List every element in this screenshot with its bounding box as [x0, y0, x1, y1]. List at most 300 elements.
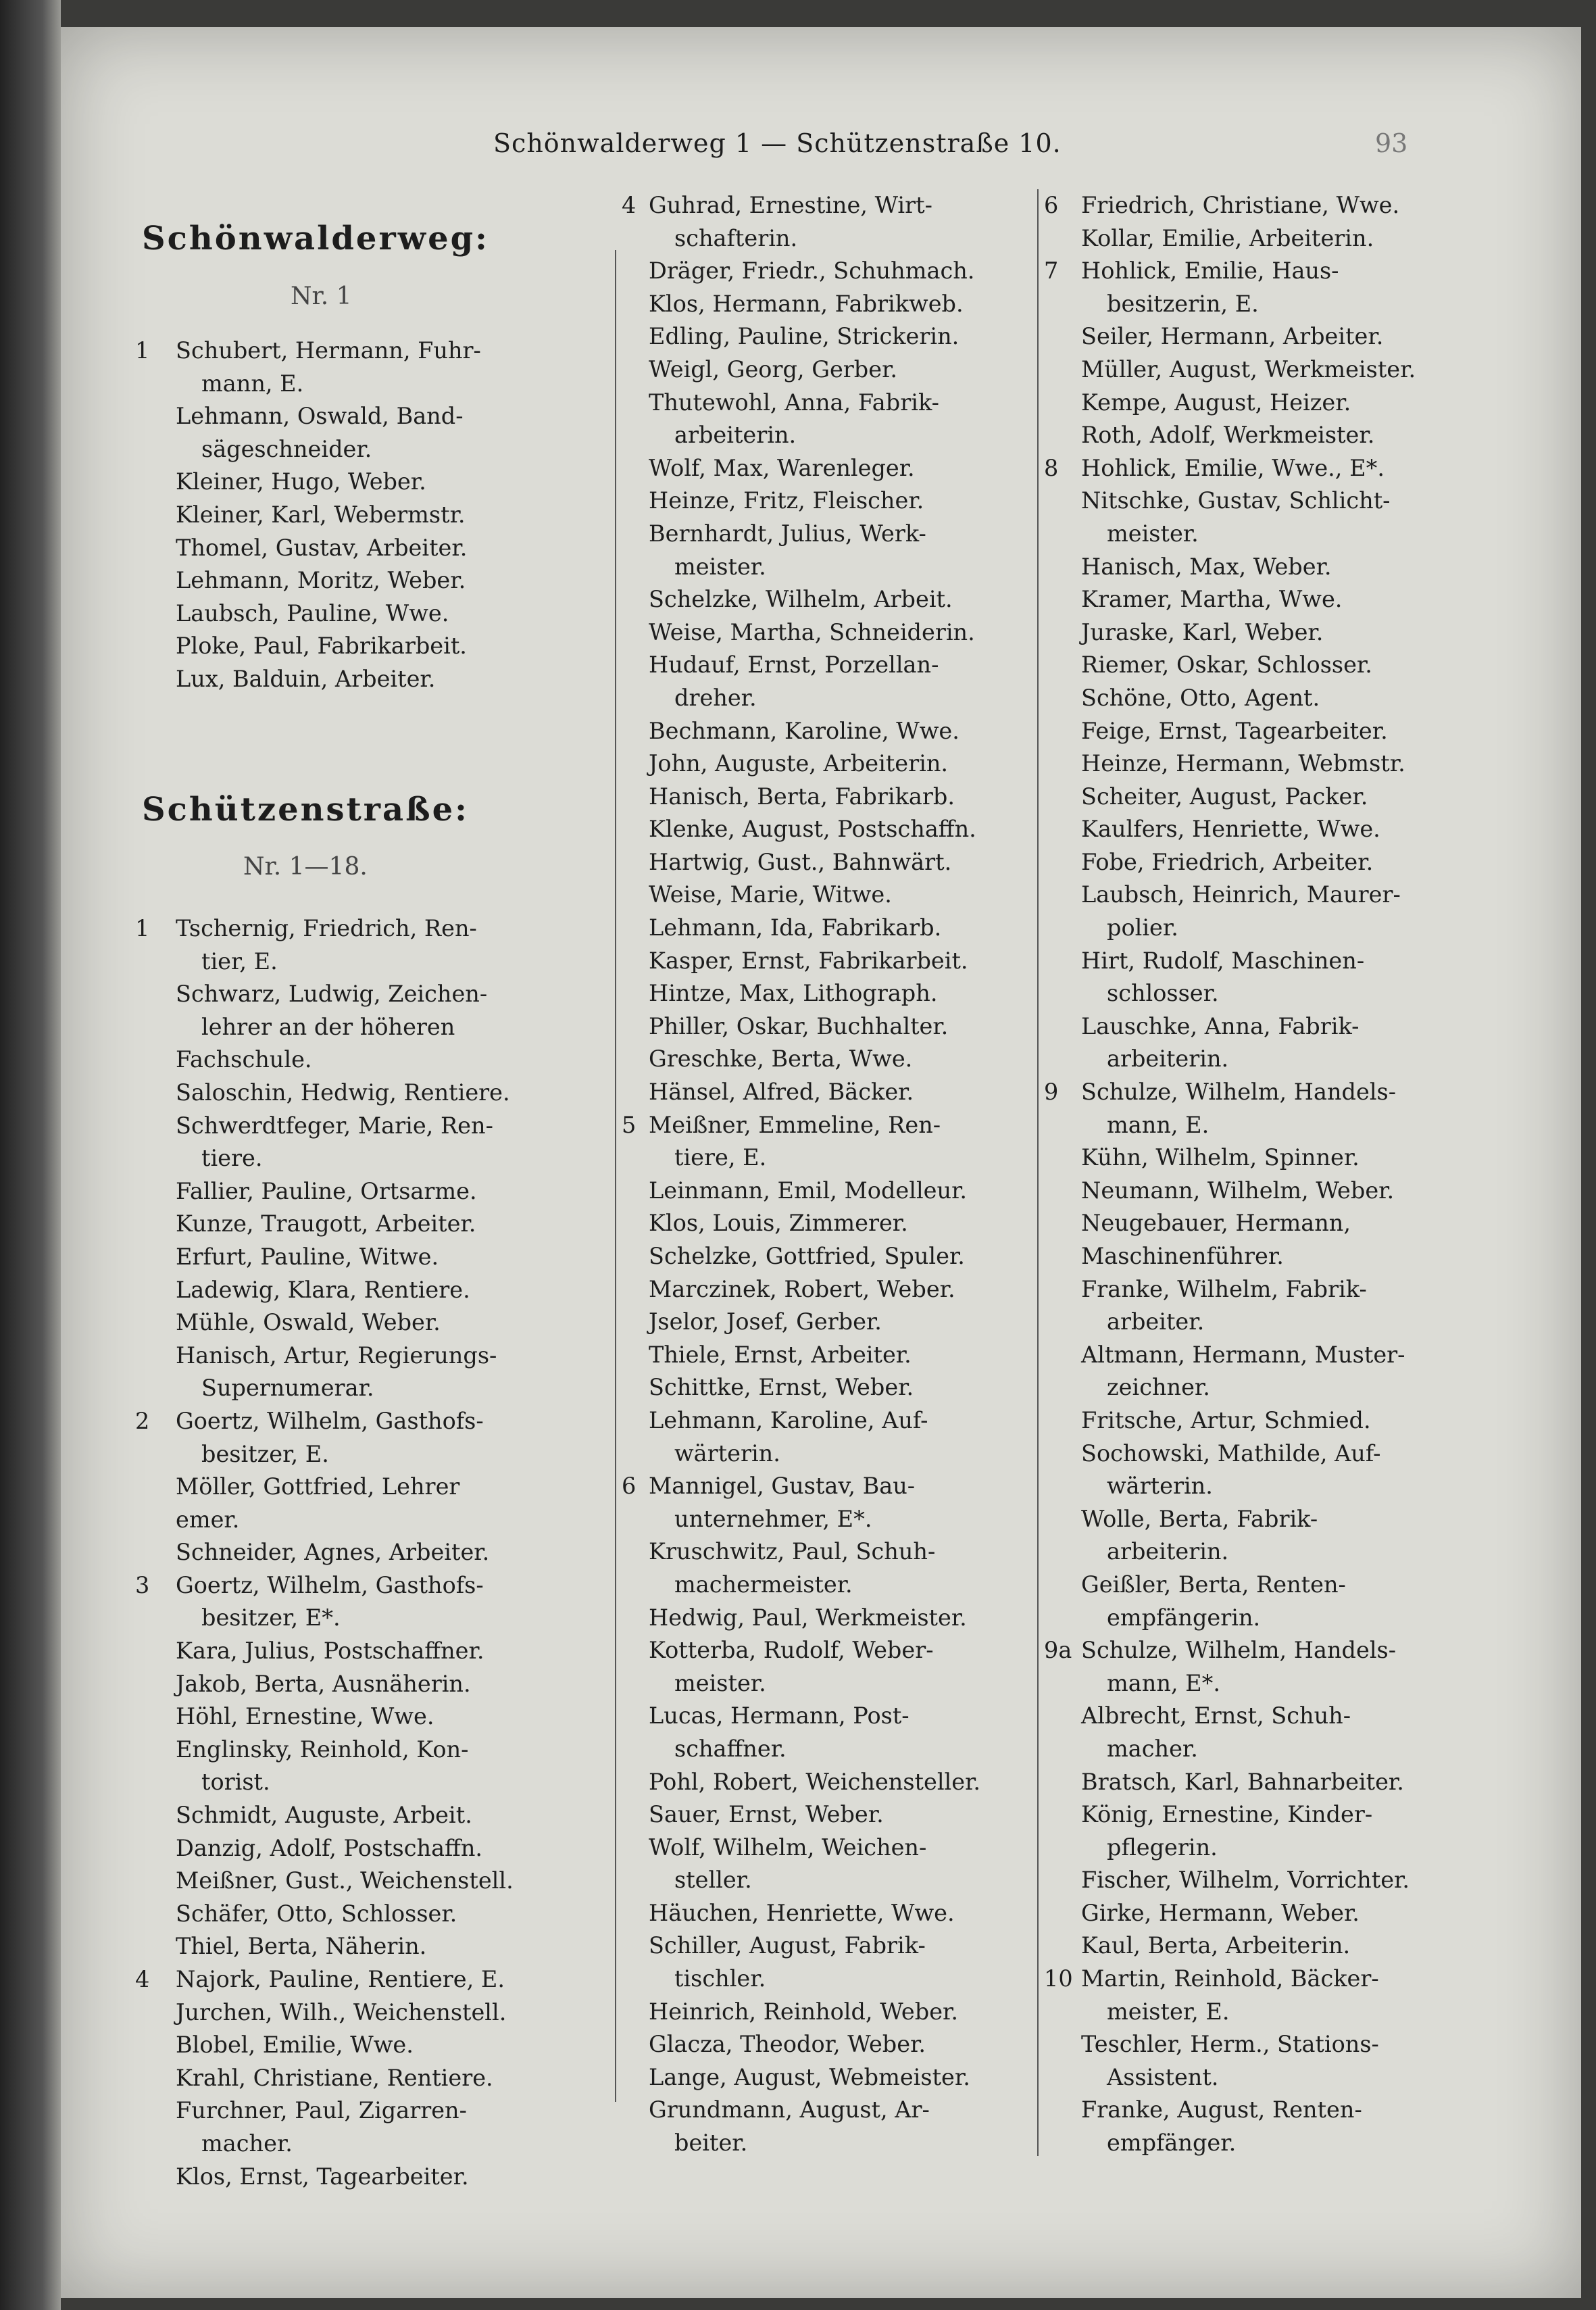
directory-page [61, 27, 1581, 2298]
house-number: 8 [1044, 454, 1059, 481]
directory-line [622, 846, 1034, 879]
resident-entry: Juraske, Karl, Weber. [1081, 618, 1324, 645]
directory-line [622, 1470, 1034, 1503]
directory-line [135, 1175, 608, 1208]
resident-entry: Geißler, Berta, Renten- [1081, 1571, 1346, 1598]
house-number: 4 [622, 192, 637, 218]
directory-line [622, 1240, 1034, 1273]
directory-line [135, 1208, 608, 1241]
resident-entry: Jakob, Berta, Ausnäherin. [176, 1670, 471, 1697]
resident-entry: Najork, Pauline, Rentiere, E. [176, 1966, 505, 1992]
resident-entry: Schiller, August, Fabrik- [649, 1932, 926, 1959]
resident-entry: Glacza, Theodor, Weber. [649, 2031, 926, 2058]
resident-entry: Ladewig, Klara, Rentiere. [176, 1276, 470, 1303]
resident-entry: Lucas, Hermann, Post- [649, 1702, 909, 1729]
resident-entry: torist. [201, 1769, 270, 1796]
resident-entry: Lux, Balduin, Arbeiter. [176, 665, 436, 692]
resident-entry: Sochowski, Mathilde, Auf- [1081, 1440, 1381, 1467]
directory-line [135, 1471, 608, 1504]
directory-line [1044, 682, 1517, 715]
resident-entry: polier. [1107, 914, 1178, 941]
resident-entry: tier, E. [201, 948, 278, 975]
resident-entry: sägeschneider. [201, 435, 372, 462]
resident-entry: Hohlick, Emilie, Haus- [1081, 257, 1339, 285]
resident-entry: Müller, August, Werkmeister. [1081, 355, 1416, 383]
house-number: 6 [622, 1473, 637, 1500]
resident-entry: Höhl, Ernestine, Wwe. [176, 1703, 434, 1730]
directory-line [1044, 1470, 1517, 1503]
directory-line [1044, 1864, 1517, 1897]
resident-entry: Danzig, Adolf, Postschaffn. [176, 1834, 483, 1861]
resident-entry: Jurchen, Wilh., Weichenstell. [176, 1998, 507, 2025]
directory-line [1044, 1306, 1517, 1339]
house-number: 4 [135, 1966, 150, 1992]
directory-line [135, 1865, 608, 1898]
resident-entry: Heinze, Hermann, Webmstr. [1081, 750, 1405, 777]
directory-line [1044, 1076, 1517, 1109]
resident-entry: beiter. [674, 2130, 748, 2157]
resident-entry: steller. [674, 1867, 752, 1894]
directory-line [1044, 419, 1517, 452]
directory-line [1044, 1404, 1517, 1437]
resident-entry: Schmidt, Auguste, Arbeit. [176, 1802, 472, 1829]
directory-line [622, 1766, 1034, 1799]
resident-entry: Kunze, Traugott, Arbeiter. [176, 1210, 476, 1237]
directory-line [1044, 846, 1517, 879]
directory-line [622, 977, 1034, 1010]
directory-line [1044, 1371, 1517, 1404]
directory-line [1044, 649, 1517, 682]
house-number: 1 [135, 337, 150, 364]
resident-entry: Schöne, Otto, Agent. [1081, 684, 1320, 711]
house-number: 2 [135, 1407, 150, 1434]
resident-entry: meister. [674, 553, 766, 580]
resident-entry: Riemer, Oskar, Schlosser. [1081, 652, 1372, 679]
directory-line [1044, 1207, 1517, 1240]
resident-entry: Klos, Hermann, Fabrikweb. [649, 290, 964, 317]
resident-entry: Klos, Ernst, Tagearbeiter. [176, 2163, 469, 2190]
resident-entry: Hanisch, Max, Weber. [1081, 553, 1332, 580]
resident-entry: Scheiter, August, Packer. [1081, 783, 1368, 810]
directory-line [1044, 288, 1517, 321]
house-number: 3 [135, 1571, 150, 1598]
resident-entry: Philler, Oskar, Buchhalter. [649, 1012, 949, 1039]
directory-line [622, 1667, 1034, 1700]
resident-entry: Albrecht, Ernst, Schuh- [1081, 1702, 1351, 1729]
directory-line [622, 387, 1034, 420]
resident-entry: Laubsch, Heinrich, Maurer- [1081, 881, 1401, 908]
resident-entry: meister, E. [1107, 1998, 1230, 2025]
directory-line [135, 1734, 608, 1767]
resident-entry: pflegerin. [1107, 1834, 1218, 1861]
directory-line [622, 1535, 1034, 1569]
directory-line [622, 1010, 1034, 1043]
resident-entry: Häuchen, Henriette, Wwe. [649, 1899, 955, 1926]
resident-entry: macher. [201, 2130, 293, 2157]
directory-line [135, 532, 608, 565]
resident-entry: tiere. [201, 1145, 263, 1172]
resident-entry: macher. [1107, 1735, 1198, 1762]
column-3 [1044, 189, 1517, 2160]
directory-line [135, 1077, 608, 1110]
directory-line [1044, 1634, 1517, 1667]
resident-entry: Erfurt, Pauline, Witwe. [176, 1243, 439, 1270]
directory-line [1044, 1240, 1517, 1273]
directory-line [1044, 551, 1517, 584]
directory-line [1044, 715, 1517, 748]
directory-line [1044, 2028, 1517, 2061]
directory-line [1044, 1175, 1517, 1208]
resident-entry: Fallier, Pauline, Ortsarme. [176, 1177, 477, 1204]
resident-entry: Bernhardt, Julius, Werk- [649, 520, 926, 547]
directory-line [1044, 583, 1517, 616]
resident-entry: Möller, Gottfried, Lehrer [176, 1473, 460, 1500]
directory-line [622, 222, 1034, 255]
column-rule-1 [615, 250, 616, 2102]
resident-entry: Maschinenführer. [1081, 1243, 1284, 1269]
resident-entry: Leinmann, Emil, Modelleur. [649, 1177, 968, 1204]
resident-entry: Lange, August, Webmeister. [649, 2063, 970, 2090]
resident-entry: Feige, Ernst, Tagearbeiter. [1081, 717, 1388, 744]
directory-line [135, 2161, 608, 2194]
directory-line [135, 630, 608, 663]
house-number: 10 [1044, 1965, 1073, 1992]
directory-line [622, 1996, 1034, 2029]
resident-entry: Thutewohl, Anna, Fabrik- [649, 389, 939, 416]
directory-line [1044, 813, 1517, 846]
directory-line [135, 945, 608, 979]
directory-line [622, 1963, 1034, 1996]
directory-line [622, 1306, 1034, 1339]
directory-line [135, 1142, 608, 1175]
directory-line [1044, 977, 1517, 1010]
resident-entry: Assistent. [1107, 2063, 1219, 2090]
resident-entry: Friedrich, Christiane, Wwe. [1081, 192, 1400, 218]
resident-entry: Hintze, Max, Lithograph. [649, 980, 938, 1007]
resident-entry: schlosser. [1107, 980, 1219, 1007]
resident-entry: arbeiterin. [674, 422, 797, 449]
directory-line [622, 320, 1034, 353]
directory-line [622, 1141, 1034, 1175]
resident-entry: Thiele, Ernst, Arbeiter. [649, 1341, 912, 1368]
resident-entry: Schneider, Agnes, Arbeiter. [176, 1539, 490, 1566]
resident-entry: Kotterba, Rudolf, Weber- [649, 1637, 934, 1664]
directory-line [622, 1437, 1034, 1471]
directory-line [1044, 255, 1517, 288]
directory-line [622, 1832, 1034, 1865]
directory-line [622, 1503, 1034, 1536]
directory-line [135, 2062, 608, 2095]
directory-line [622, 1700, 1034, 1733]
resident-entry: Ploke, Paul, Fabrikarbeit. [176, 633, 467, 660]
house-number: 9 [1044, 1079, 1059, 1106]
resident-entry: Altmann, Hermann, Muster- [1081, 1341, 1405, 1368]
directory-line [135, 1799, 608, 1832]
directory-line [135, 1832, 608, 1865]
resident-entry: Saloschin, Hedwig, Rentiere. [176, 1079, 510, 1106]
directory-line [1044, 353, 1517, 387]
directory-line [1044, 189, 1517, 222]
directory-line [622, 747, 1034, 781]
directory-line [622, 189, 1034, 222]
directory-line [135, 1438, 608, 1471]
resident-entry: Grundmann, August, Ar- [649, 2096, 930, 2123]
resident-entry: Tschernig, Friedrich, Ren- [176, 915, 477, 941]
resident-entry: Kaulfers, Henriette, Wwe. [1081, 816, 1380, 843]
directory-line [135, 1372, 608, 1405]
running-head: Schönwalderweg 1 — Schützenstraße 10. [493, 128, 1062, 158]
resident-entry: mann, E*. [1107, 1669, 1221, 1696]
directory-line [1044, 1273, 1517, 1306]
directory-line [135, 1635, 608, 1668]
directory-line [135, 1668, 608, 1701]
directory-line [622, 452, 1034, 485]
resident-entry: Wolf, Wilhelm, Weichen- [649, 1834, 927, 1861]
resident-entry: Schelzke, Wilhelm, Arbeit. [649, 586, 953, 613]
house-number: 6 [1044, 192, 1059, 218]
directory-line [622, 583, 1034, 616]
resident-entry: machermeister. [674, 1571, 853, 1598]
directory-line [135, 564, 608, 597]
directory-line [622, 1076, 1034, 1109]
directory-line [622, 1371, 1034, 1404]
directory-line [1044, 387, 1517, 420]
resident-entry: Hudauf, Ernst, Porzellan- [649, 652, 939, 679]
resident-entry: Weise, Marie, Witwe. [649, 881, 892, 908]
resident-entry: Heinrich, Reinhold, Weber. [649, 1998, 959, 2025]
resident-entry: tiere, E. [674, 1144, 767, 1171]
house-range-schoenwalderweg: Nr. 1 [291, 282, 352, 310]
column-2 [622, 189, 1034, 2160]
directory-line [622, 813, 1034, 846]
resident-entry: Thomel, Gustav, Arbeiter. [176, 534, 468, 561]
street-heading-schoenwalderweg: Schönwalderweg: [142, 220, 489, 257]
resident-entry: Lehmann, Karoline, Auf- [649, 1406, 928, 1433]
directory-line [622, 518, 1034, 551]
resident-entry: Martin, Reinhold, Bäcker- [1081, 1965, 1379, 1992]
resident-entry: Klos, Louis, Zimmerer. [649, 1210, 908, 1237]
house-number: 1 [135, 915, 150, 941]
directory-line [135, 1110, 608, 1143]
resident-entry: dreher. [674, 684, 757, 711]
resident-entry: zeichner. [1107, 1374, 1210, 1401]
house-number: 7 [1044, 257, 1059, 285]
resident-entry: Kasper, Ernst, Fabrikarbeit. [649, 947, 968, 974]
resident-entry: Goertz, Wilhelm, Gasthofs- [176, 1407, 484, 1434]
resident-entry: Seiler, Hermann, Arbeiter. [1081, 323, 1384, 350]
directory-line [1044, 912, 1517, 945]
resident-entry: Kruschwitz, Paul, Schuh- [649, 1538, 936, 1565]
resident-entry: Schwerdtfeger, Marie, Ren- [176, 1112, 493, 1139]
resident-entry: Schäfer, Otto, Schlosser. [176, 1900, 457, 1927]
directory-line [622, 2028, 1034, 2061]
resident-entry: Hartwig, Gust., Bahnwärt. [649, 848, 952, 875]
directory-line [1044, 1700, 1517, 1733]
resident-entry: Kleiner, Karl, Webermstr. [176, 501, 466, 528]
resident-entry: Hänsel, Alfred, Bäcker. [649, 1079, 914, 1106]
resident-entry: Krahl, Christiane, Rentiere. [176, 2064, 493, 2091]
directory-line [135, 368, 608, 401]
directory-line [622, 1733, 1034, 1766]
directory-line [135, 1602, 608, 1635]
directory-line [1044, 747, 1517, 781]
directory-line [622, 353, 1034, 387]
directory-line [622, 255, 1034, 288]
directory-line [1044, 945, 1517, 978]
directory-line [135, 1963, 608, 1996]
resident-entry: Klenke, August, Postschaffn. [649, 816, 976, 843]
directory-line [622, 1602, 1034, 1635]
resident-entry: Sauer, Ernst, Weber. [649, 1801, 884, 1828]
resident-entry: Kramer, Martha, Wwe. [1081, 586, 1343, 613]
resident-entry: wärterin. [1107, 1473, 1213, 1500]
resident-entry: Fachschule. [176, 1046, 312, 1073]
resident-entry: Wolle, Berta, Fabrik- [1081, 1505, 1318, 1532]
directory-line [1044, 1930, 1517, 1963]
directory-line [622, 1207, 1034, 1240]
column-1-part-b [135, 912, 608, 2193]
resident-entry: Kaul, Berta, Arbeiterin. [1081, 1932, 1351, 1959]
resident-entry: Kühn, Wilhelm, Spinner. [1081, 1144, 1360, 1171]
directory-line [1044, 1963, 1517, 1996]
book-gutter [0, 0, 61, 2310]
column-rule-2 [1037, 189, 1039, 2156]
resident-entry: Laubsch, Pauline, Wwe. [176, 599, 449, 626]
resident-entry: Hanisch, Berta, Fabrikarb. [649, 783, 955, 810]
directory-line [135, 912, 608, 945]
resident-entry: Edling, Pauline, Strickerin. [649, 323, 959, 350]
directory-line [622, 912, 1034, 945]
directory-line [1044, 781, 1517, 814]
directory-line [135, 335, 608, 368]
directory-line [622, 1043, 1034, 1076]
directory-line [622, 616, 1034, 649]
directory-line [622, 2061, 1034, 2094]
directory-line [622, 1634, 1034, 1667]
house-range-schuetzenstrasse: Nr. 1—18. [243, 853, 368, 881]
resident-entry: tischler. [674, 1965, 766, 1992]
directory-line [1044, 1897, 1517, 1930]
directory-line [1044, 222, 1517, 255]
resident-entry: Mannigel, Gustav, Bau- [649, 1473, 916, 1500]
resident-entry: Hedwig, Paul, Werkmeister. [649, 1604, 967, 1631]
directory-line [1044, 1535, 1517, 1569]
directory-line [1044, 485, 1517, 518]
resident-entry: John, Auguste, Arbeiterin. [649, 750, 949, 777]
directory-line [135, 663, 608, 696]
resident-entry: Heinze, Fritz, Fleischer. [649, 487, 924, 514]
directory-line [135, 466, 608, 499]
directory-line [1044, 1996, 1517, 2029]
resident-entry: Nitschke, Gustav, Schlicht- [1081, 487, 1391, 514]
resident-entry: Fischer, Wilhelm, Vorrichter. [1081, 1867, 1410, 1894]
directory-line [622, 945, 1034, 978]
resident-entry: schafterin. [674, 224, 798, 251]
directory-line [135, 597, 608, 631]
resident-entry: Schwarz, Ludwig, Zeichen- [176, 981, 488, 1008]
resident-entry: arbeiterin. [1107, 1538, 1229, 1565]
resident-entry: Schelzke, Gottfried, Spuler. [649, 1243, 965, 1269]
directory-line [622, 288, 1034, 321]
directory-line [622, 1404, 1034, 1437]
resident-entry: Blobel, Emilie, Wwe. [176, 2032, 414, 2059]
resident-entry: emer. [176, 1506, 240, 1533]
resident-entry: Kleiner, Hugo, Weber. [176, 468, 426, 495]
house-number: 5 [622, 1111, 637, 1138]
resident-entry: Jselor, Josef, Gerber. [649, 1308, 882, 1335]
resident-entry: Wolf, Max, Warenleger. [649, 454, 915, 481]
resident-entry: Marczinek, Robert, Weber. [649, 1275, 955, 1302]
resident-entry: Bratsch, Karl, Bahnarbeiter. [1081, 1768, 1404, 1795]
directory-line [1044, 1602, 1517, 1635]
resident-entry: Neumann, Wilhelm, Weber. [1081, 1177, 1395, 1204]
directory-line [1044, 452, 1517, 485]
directory-line [135, 1996, 608, 2030]
resident-entry: Weise, Martha, Schneiderin. [649, 618, 975, 645]
directory-line [1044, 2127, 1517, 2160]
directory-line [135, 499, 608, 532]
directory-line [135, 2094, 608, 2128]
directory-line [1044, 1043, 1517, 1076]
resident-entry: Englinsky, Reinhold, Kon- [176, 1736, 469, 1763]
directory-line [622, 2127, 1034, 2160]
directory-line [135, 2029, 608, 2062]
directory-line [135, 433, 608, 466]
directory-line [1044, 1667, 1517, 1700]
directory-line [135, 2128, 608, 2161]
resident-entry: Hanisch, Artur, Regierungs- [176, 1342, 497, 1369]
directory-line [135, 1340, 608, 1373]
directory-line [622, 1798, 1034, 1832]
resident-entry: Meißner, Emmeline, Ren- [649, 1111, 941, 1138]
resident-entry: unternehmer, E*. [674, 1505, 872, 1532]
directory-line [622, 682, 1034, 715]
directory-line [1044, 1733, 1517, 1766]
directory-line [1044, 1437, 1517, 1471]
resident-entry: Neugebauer, Hermann, [1081, 1210, 1351, 1237]
directory-line [1044, 616, 1517, 649]
directory-line [622, 2094, 1034, 2127]
directory-line [622, 1897, 1034, 1930]
resident-entry: besitzer, E. [201, 1440, 329, 1467]
resident-entry: Meißner, Gust., Weichenstell. [176, 1867, 514, 1894]
directory-line [135, 1306, 608, 1340]
resident-entry: arbeiterin. [1107, 1046, 1229, 1073]
resident-entry: Schulze, Wilhelm, Handels- [1081, 1637, 1397, 1664]
resident-entry: mann, E. [1107, 1111, 1210, 1138]
directory-line [622, 419, 1034, 452]
resident-entry: empfänger. [1107, 2130, 1237, 2157]
directory-line [135, 400, 608, 433]
resident-entry: empfängerin. [1107, 1604, 1261, 1631]
directory-line [622, 649, 1034, 682]
resident-entry: Franke, August, Renten- [1081, 2096, 1362, 2123]
resident-entry: Girke, Hermann, Weber. [1081, 1899, 1360, 1926]
resident-entry: Teschler, Herm., Stations- [1081, 2031, 1379, 2058]
directory-line [135, 1898, 608, 1931]
resident-entry: Pohl, Robert, Weichensteller. [649, 1768, 981, 1795]
directory-line [1044, 1503, 1517, 1536]
resident-entry: Kara, Julius, Postschaffner. [176, 1638, 484, 1665]
resident-entry: Lehmann, Moritz, Weber. [176, 567, 466, 594]
directory-line [1044, 1141, 1517, 1175]
directory-line [135, 1504, 608, 1537]
resident-entry: Schittke, Ernst, Weber. [649, 1374, 914, 1401]
resident-entry: Schubert, Hermann, Fuhr- [176, 337, 481, 364]
resident-entry: Guhrad, Ernestine, Wirt- [649, 192, 932, 218]
directory-line [135, 1766, 608, 1799]
directory-line [622, 879, 1034, 912]
